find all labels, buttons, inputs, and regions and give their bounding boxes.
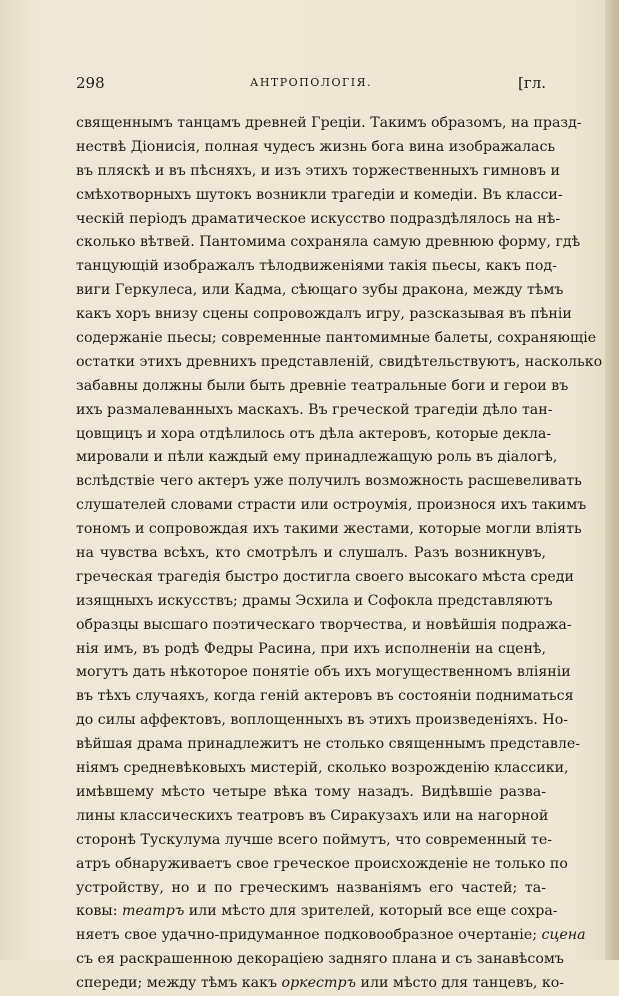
text-line: ихъ размалеванныхъ маскахъ. Въ греческой трагедіи дѣло тан-: [76, 401, 553, 418]
page-header: [76, 74, 546, 96]
text-line: на чувства всѣхъ, кто смотрѣлъ и слушалъ. Разъ возникнувъ,: [76, 545, 546, 562]
body-text: [76, 112, 603, 996]
text-line: изящныхъ искусствъ; драмы Эсхила и Софокла представляютъ: [76, 592, 553, 609]
text-line: могутъ дать нѣкоторое понятіе объ ихъ могущественномъ вліяніи: [76, 664, 571, 681]
text-line: образцы высшаго поэтическаго творчества, и новѣйшія подража-: [76, 616, 572, 633]
text-segment: или мѣсто для зрителей, который все еще сохра-: [184, 903, 558, 920]
text-line: слушателей словами страсти или остроумія, произнося ихъ такимъ: [76, 497, 587, 514]
page-number: 298: [76, 74, 105, 92]
text-line: нествѣ Діонисія, полная чудесъ жизнь бога вина изображалась: [76, 138, 556, 155]
text-segment: ковы:: [76, 903, 122, 920]
chapter-mark: [гл.: [517, 74, 546, 92]
italic-term: театръ: [121, 903, 185, 920]
text-line: содержаніе пьесы; современные пантомимные балеты, сохраняющіе: [76, 330, 597, 347]
text-line: забавны должны были быть древніе театральные боги и герои въ: [76, 377, 569, 394]
text-line: вслѣдствіе чего актеръ уже получилъ возможность расшевеливать: [76, 473, 582, 490]
text-line: до силы аффектовъ, воплощенныхъ въ этихъ произведеніяхъ. Но-: [76, 712, 569, 729]
text-line: сколько вѣтвей. Пантомима сохраняла самую древнюю форму, гдѣ: [76, 234, 581, 251]
text-segment: няетъ свое удачно-придуманное подковообразное очертаніе;: [76, 927, 542, 944]
text-line: устройству, но и по греческимъ названіямъ его частей; та-: [76, 879, 546, 896]
text-line: какъ хоръ внизу сцены сопровождалъ игру, разсказывая въ пѣніи: [76, 306, 572, 323]
text-line: съ ея раскрашенною декораціею задняго плана и съ занавѣсомъ: [76, 951, 564, 968]
text-line: въ тѣхъ случаяхъ, когда геній актеровъ въ состояніи подниматься: [76, 688, 574, 705]
italic-term: оркестръ: [281, 975, 356, 992]
text-line: лины классическихъ театровъ въ Сиракузахъ или на нагорной: [76, 807, 549, 824]
text-line: священнымъ танцамъ древней Греціи. Такимъ образомъ, на празд-: [76, 115, 582, 131]
text-line: сторонѣ Тускулума лучше всего поймутъ, что современный те-: [76, 831, 553, 848]
text-line: вѣйшая драма принадлежитъ не столько священнымъ представле-: [76, 736, 581, 753]
text-line: цовщицъ и хора отдѣлилось отъ дѣла актеровъ, которые декла-: [76, 425, 552, 442]
text-line: [76, 972, 565, 996]
text-line: въ пляскѣ и въ пѣсняхъ, и изъ этихъ торжественныхъ гимновъ и: [76, 162, 560, 179]
page-edge-shadow: [605, 0, 619, 960]
text-line: имѣвшему мѣсто четыре вѣка тому назадъ. Видѣвшіе развa-: [76, 783, 546, 800]
text-line: танцующій изображалъ тѣлодвиженіями такія пьесы, какъ под-: [76, 258, 557, 275]
text-segment: или мѣсто для танцевъ, ко-: [355, 975, 565, 992]
text-line: смѣхотворныхъ шутокъ возникли трагедіи и комедіи. Въ класси-: [76, 186, 563, 203]
text-line: остатки этихъ древнихъ представленій, свидѣтельствуютъ, насколько: [76, 353, 603, 370]
text-segment: спереди; между тѣмъ какъ: [76, 975, 282, 992]
text-line: ніямъ средневѣковыхъ мистерій, сколько возрожденію классики,: [76, 760, 569, 777]
text-line: мировали и пѣли каждый ему принадлежащую роль въ діалогѣ,: [76, 449, 558, 466]
text-line: [76, 900, 558, 924]
text-line: атръ обнаруживаетъ свое греческое происхожденіе не только по: [76, 855, 568, 872]
text-line: [76, 924, 586, 948]
text-line: виги Геркулеса, или Кадма, сѣющаго зубы дракона, между тѣмъ: [76, 282, 564, 299]
text-line: ческій періодъ драматическое искусство подраздѣлялось на нѣ-: [76, 210, 561, 227]
text-line: нія имъ, въ родѣ Федры Расина, при ихъ исполненіи на сценѣ,: [76, 640, 546, 657]
text-line: греческая трагедія быстро достигла своего высокаго мѣста среди: [76, 568, 574, 585]
running-title: АНТРОПОЛОГІЯ.: [250, 76, 372, 89]
text-line: тономъ и сопровождая ихъ такими жестами, которые могли вліять: [76, 521, 582, 538]
italic-term: сцена: [541, 927, 586, 944]
